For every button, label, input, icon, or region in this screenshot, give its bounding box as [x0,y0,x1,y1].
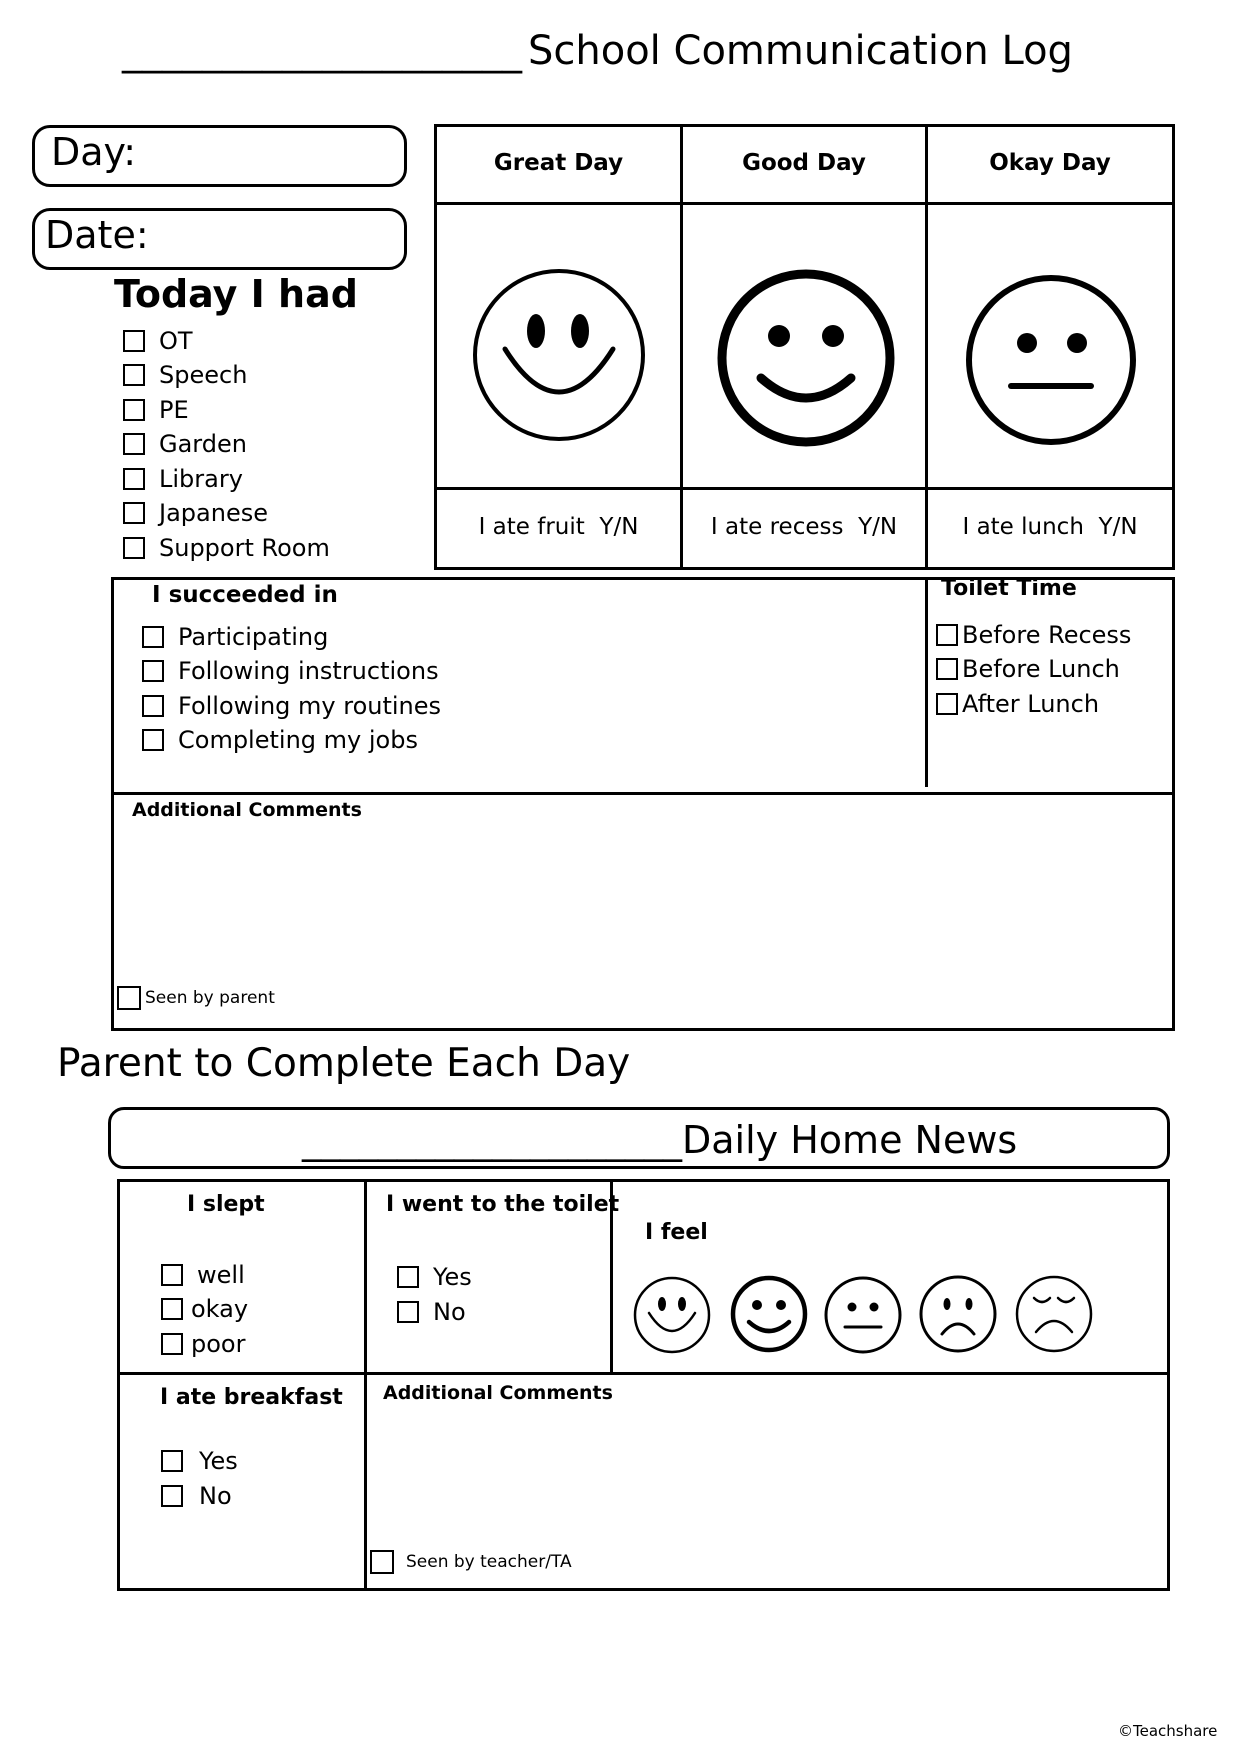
checkbox-row-okay[interactable]: okay [161,1295,248,1323]
checkbox-row-participating[interactable]: Participating [142,623,328,651]
day-field[interactable] [32,125,407,187]
seen-by-parent-row[interactable]: Seen by parent [117,986,275,1010]
checkbox-row-after-lunch[interactable]: After Lunch [936,690,1099,718]
checkbox[interactable] [142,695,164,717]
upset-face-icon[interactable] [1014,1274,1094,1354]
checkbox-row-breakfast-no[interactable]: No [161,1482,232,1510]
checkbox[interactable] [161,1333,183,1355]
school-comments-heading: Additional Comments [132,799,362,821]
checkbox[interactable] [123,433,145,455]
checkbox-row-library[interactable]: Library [123,465,243,493]
checkbox[interactable] [142,729,164,751]
neutral-face-icon[interactable] [965,274,1137,446]
checkbox[interactable] [123,468,145,490]
checkbox[interactable] [161,1298,183,1320]
ate-fruit-label: I ate fruit Y/N [478,514,639,540]
smiley-great-icon[interactable] [632,1275,712,1355]
divider [117,1372,1170,1375]
okay-day-heading: Okay Day [989,150,1111,176]
checkbox[interactable] [936,693,958,715]
divider [434,487,1175,490]
toilet-time-heading: Toilet Time [941,576,1077,601]
home-comments-area[interactable] [372,1412,1162,1542]
school-comments-area[interactable] [120,830,1165,980]
checkbox-row-garden[interactable]: Garden [123,430,247,458]
checkbox[interactable] [397,1301,419,1323]
checkbox[interactable] [142,660,164,682]
slept-heading: I slept [187,1192,265,1217]
day-label: Day: [51,130,137,174]
checkbox-row-japanese[interactable]: Japanese [123,499,268,527]
copyright-credit: ©Teachshare [1118,1722,1218,1740]
checkbox-row-before-lunch[interactable]: Before Lunch [936,655,1120,683]
home-comments-heading: Additional Comments [383,1382,613,1404]
checkbox-row-before-recess[interactable]: Before Recess [936,621,1131,649]
checkbox[interactable] [936,624,958,646]
smiley-great-icon[interactable] [471,267,647,443]
divider [680,124,683,570]
checkbox-row-completing-jobs[interactable]: Completing my jobs [142,726,418,754]
checkbox-row-well[interactable]: well [161,1261,245,1289]
checkbox-row-toilet-yes[interactable]: Yes [397,1263,472,1291]
succeeded-heading: I succeeded in [152,582,338,608]
name-blank[interactable]: ____________________ [122,28,522,74]
checkbox[interactable] [936,658,958,680]
smiley-good-icon[interactable] [716,268,896,448]
sad-face-icon[interactable] [918,1274,998,1354]
divider [364,1179,367,1591]
checkbox[interactable] [161,1450,183,1472]
checkbox[interactable] [123,364,145,386]
checkbox[interactable] [123,502,145,524]
checkbox[interactable] [123,330,145,352]
checkbox[interactable] [397,1266,419,1288]
smiley-good-icon[interactable] [729,1274,809,1354]
breakfast-heading: I ate breakfast [160,1385,343,1410]
checkbox-row-following-instructions[interactable]: Following instructions [142,657,439,685]
date-label: Date: [45,213,149,257]
page-header [122,28,1073,74]
parent-section-heading: Parent to Complete Each Day [57,1041,631,1086]
ate-lunch-label: I ate lunch Y/N [962,514,1138,540]
checkbox-row-breakfast-yes[interactable]: Yes [161,1447,238,1475]
today-i-had-heading: Today I had [114,272,358,316]
checkbox-row-poor[interactable]: poor [161,1330,245,1358]
checkbox[interactable] [123,537,145,559]
checkbox-row-toilet-no[interactable]: No [397,1298,466,1326]
page-title: School Communication Log [528,28,1073,74]
divider [434,202,1175,205]
checkbox[interactable] [161,1264,183,1286]
checkbox-row-following-routines[interactable]: Following my routines [142,692,441,720]
checkbox[interactable] [142,626,164,648]
home-news-title: ____________________Daily Home News [302,1118,1018,1162]
date-field[interactable] [32,208,407,270]
checkbox[interactable] [370,1550,394,1574]
feel-heading: I feel [645,1220,708,1245]
ate-recess-label: I ate recess Y/N [710,514,898,540]
good-day-heading: Good Day [742,150,866,176]
checkbox[interactable] [117,986,141,1010]
checkbox-row-speech[interactable]: Speech [123,361,247,389]
checkbox[interactable] [161,1485,183,1507]
checkbox-row-pe[interactable]: PE [123,396,189,424]
divider [925,577,928,787]
checkbox-row-ot[interactable]: OT [123,327,193,355]
neutral-face-icon[interactable] [823,1275,903,1355]
home-news-blank[interactable]: ____________________ [302,1118,682,1162]
divider [111,792,1175,795]
toilet-home-heading: I went to the toilet [386,1192,620,1217]
divider [925,124,928,570]
great-day-heading: Great Day [493,150,624,176]
checkbox[interactable] [123,399,145,421]
seen-by-teacher-row[interactable]: Seen by teacher/TA [370,1550,572,1574]
checkbox-row-support-room[interactable]: Support Room [123,534,330,562]
